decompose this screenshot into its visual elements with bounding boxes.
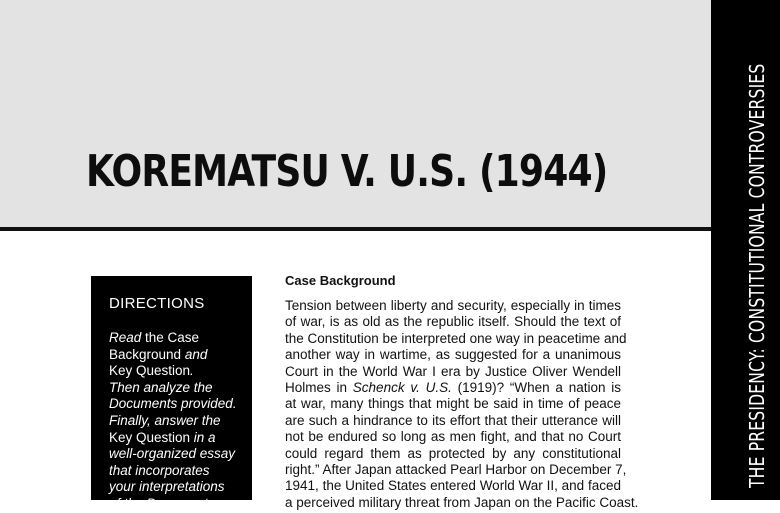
text-line: a perceived military threat from Japan on the Pacific Coast. — [285, 494, 639, 510]
text-line: could regard them as protected by any constitutional — [285, 445, 621, 461]
section-label — [745, 0, 769, 488]
directions-box — [91, 276, 252, 511]
directions-line: Background and — [109, 346, 208, 362]
text-line: of war, is as old as the republic itself. Should the text of — [285, 314, 621, 330]
directions-line: Key Question. — [109, 363, 194, 379]
directions-text — [109, 330, 245, 513]
case-background-heading: Case Background — [285, 273, 396, 288]
page-title: KOREMATSU V. U.S. (1944) — [86, 146, 608, 197]
directions-line: Read the Case — [109, 330, 200, 345]
directions-line: Then analyze the — [109, 379, 213, 395]
directions-heading: DIRECTIONS — [109, 295, 205, 312]
text-line: right.” After Japan attacked Pearl Harbor on December 7, — [285, 462, 627, 478]
text-line: Tension between liberty and security, especially in times — [285, 298, 621, 313]
directions-line: Finally, answer the — [109, 412, 221, 428]
directions-line: that incorporates — [109, 462, 210, 478]
case-background-text — [285, 298, 639, 511]
text-line: Holmes in Schenck v. U.S. (1919)? “When a nation is — [285, 380, 621, 396]
text-line: not be endured so long as men fight, and that no Court — [285, 429, 621, 445]
section-label-text: THE PRESIDENCY: CONSTITUTIONAL CONTROVERSIES — [745, 63, 769, 488]
title-rule — [0, 227, 711, 231]
text-line: at war, many things that might be said in time of peace — [285, 396, 621, 412]
directions-line: your interpretations — [109, 479, 225, 495]
directions-line: Key Question in a — [109, 429, 216, 445]
directions-line: Documents provided. — [109, 396, 237, 412]
directions-line: of the Documents — [109, 495, 215, 511]
text-line: the Constitution be interpreted one way in peacetime and — [285, 330, 627, 346]
text-line: 1941, the United States entered World War II, and faced — [285, 478, 621, 494]
directions-line: well-organized essay — [109, 446, 236, 462]
text-line: Court in the World War I era by Justice Oliver Wendell — [285, 363, 621, 379]
text-line: are such a hindrance to its effort that their utterance will — [285, 412, 621, 428]
text-line: another way in wartime, as suggested for a unanimous — [285, 347, 621, 363]
